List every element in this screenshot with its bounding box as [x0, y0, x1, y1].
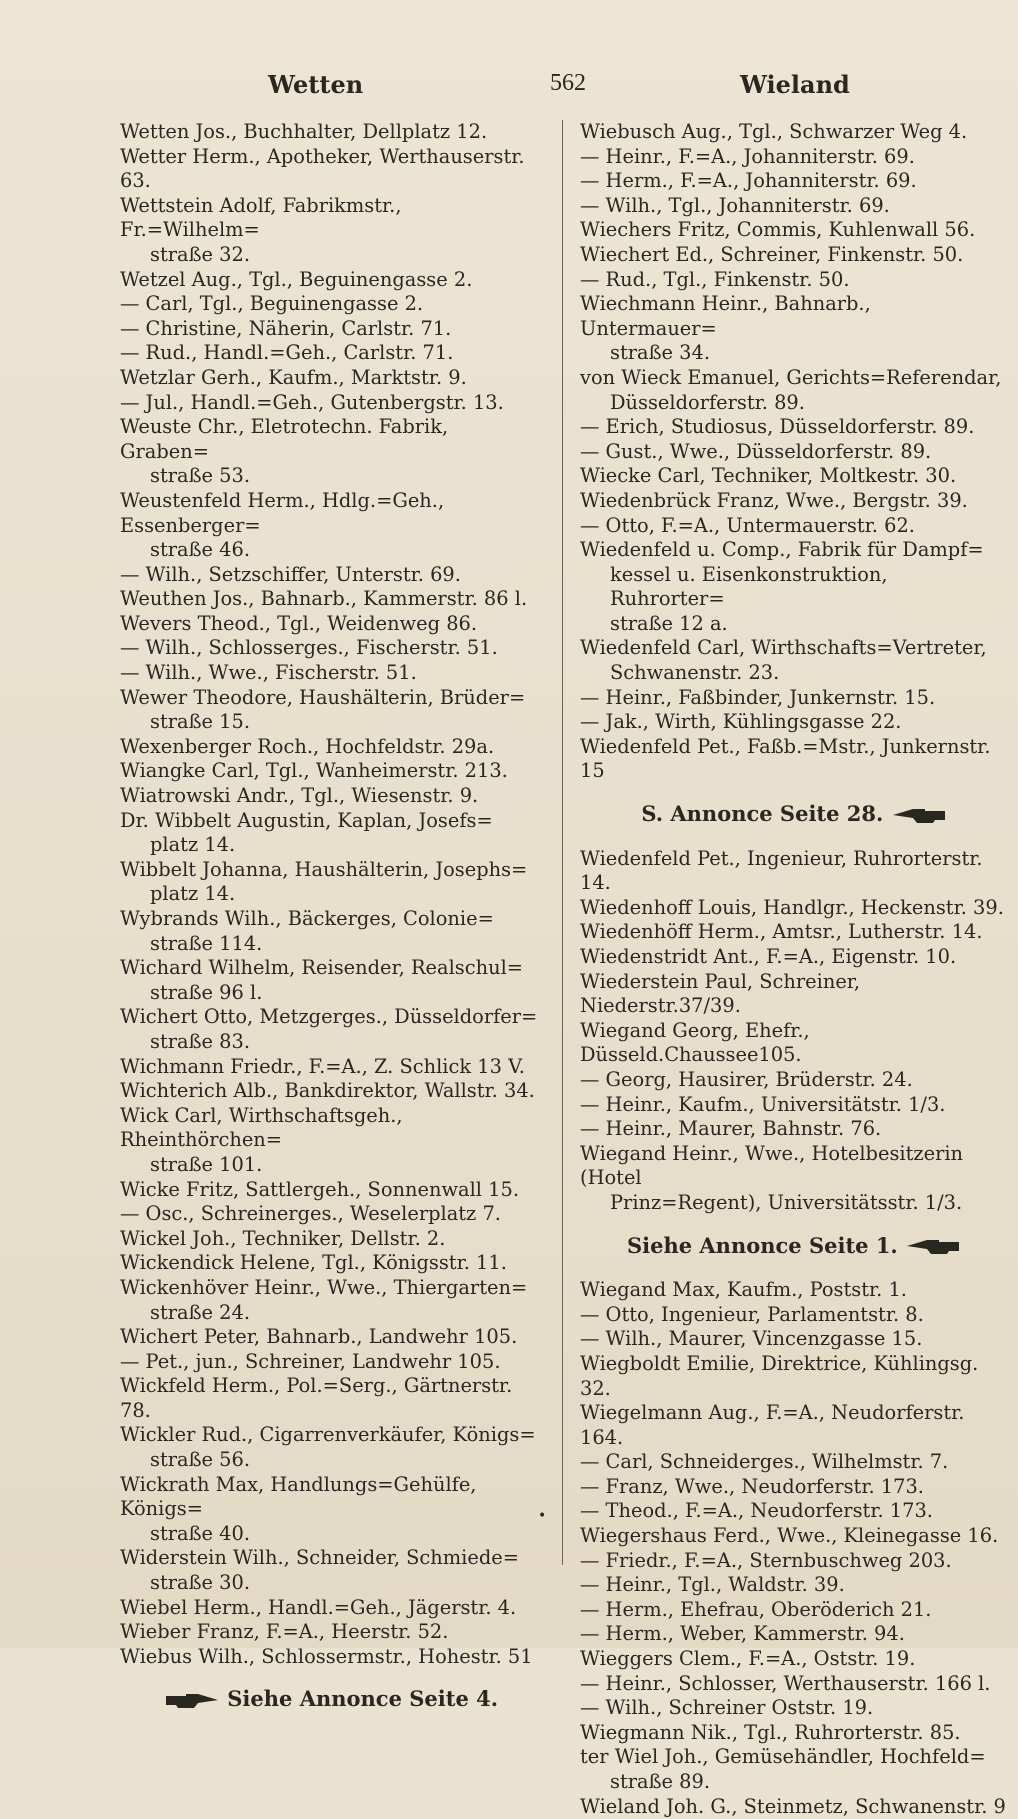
entry-line: — Wilh., Setzschiffer, Unterstr. 69. — [120, 562, 461, 586]
entry-line: Wetten Jos., Buchhalter, Dellplatz 12. — [120, 120, 488, 143]
entry-continuation: Prinz=Regent), Universitätsstr. 1/3. — [610, 1190, 963, 1214]
directory-entry — [580, 636, 1008, 685]
entry-line: Wewer Theodore, Haushälterin, Brüder= — [120, 685, 526, 709]
entry-continuation: straße 89. — [610, 1770, 711, 1793]
entry-line: — Wilh., Schreiner Oststr. 19. — [580, 1696, 874, 1720]
directory-entry — [580, 847, 1008, 896]
entry-continuation: straße 24. — [150, 1300, 251, 1324]
entry-line: Wibbelt Johanna, Haushälterin, Josephs= — [120, 857, 528, 881]
directory-entry — [120, 1546, 542, 1595]
entry-continuation: straße 83. — [150, 1029, 251, 1053]
entry-line: Wiegand Georg, Ehefr., Düsseld.Chaussee105. — [580, 1018, 810, 1067]
entry-line: — Otto, Ingenieur, Parlamentstr. 8. — [580, 1302, 924, 1326]
directory-entry — [580, 1019, 1008, 1068]
directory-entry — [580, 1524, 1008, 1549]
directory-entry — [120, 120, 542, 145]
entry-line: Wiedenfeld Pet., Faßb.=Mstr., Junkernstr. 15 — [580, 734, 991, 783]
entry-continuation: straße 12 a. — [610, 611, 728, 635]
entry-line: Wichmann Friedr., F.=A., Z. Schlick 13 V. — [120, 1054, 525, 1078]
entry-line: — Heinr., Faßbinder, Junkernstr. 15. — [580, 685, 936, 709]
entry-line: — Otto, F.=A., Untermauerstr. 62. — [580, 513, 915, 537]
pointing-hand-icon — [164, 1692, 220, 1710]
entry-line: Wickendick Helene, Tgl., Königsstr. 11. — [120, 1251, 507, 1275]
entry-line: — Wilh., Maurer, Vincenzgasse 15. — [580, 1327, 923, 1351]
directory-entry — [120, 1423, 542, 1472]
right-column — [580, 120, 1008, 1819]
entry-line: — Christine, Näherin, Carlstr. 71. — [120, 316, 452, 340]
left-annonce — [120, 1687, 542, 1712]
directory-entry — [120, 587, 542, 612]
directory-entry — [580, 194, 1008, 219]
directory-entry — [580, 145, 1008, 170]
entry-line: — Carl, Schneiderges., Wilhelmstr. 7. — [580, 1450, 949, 1474]
directory-entry — [120, 1276, 542, 1325]
entry-line: Wickler Rud., Cigarrenverkäufer, Königs= — [120, 1423, 536, 1447]
entry-line: — Heinr., Maurer, Bahnstr. 76. — [580, 1117, 882, 1141]
right-annonce-2-text: Siehe Annonce Seite 1. — [626, 1232, 898, 1258]
entry-line: — Heinr., Schlosser, Werthauserstr. 166 l. — [580, 1671, 991, 1695]
directory-entry — [580, 169, 1008, 194]
entry-line: Wiatrowski Andr., Tgl., Wiesenstr. 9. — [120, 784, 479, 808]
entry-line: — Heinr., Tgl., Waldstr. 39. — [580, 1573, 845, 1597]
right-entries-c — [580, 1278, 1008, 1819]
directory-entry — [120, 391, 542, 416]
entry-line: Wevers Theod., Tgl., Weidenweg 86. — [120, 611, 478, 635]
entry-continuation: straße 30. — [150, 1571, 251, 1595]
entry-line: Wexenberger Roch., Hochfeldstr. 29a. — [120, 734, 495, 758]
entry-line: Wiedenhöff Herm., Amtsr., Lutherstr. 14. — [580, 920, 983, 944]
stray-dot: • — [538, 1508, 547, 1524]
entry-line: ter Wiel Joh., Gemüsehändler, Hochfeld= — [580, 1745, 986, 1769]
directory-entry — [580, 1352, 1008, 1401]
entry-line: Wickenhöver Heinr., Wwe., Thiergarten= — [120, 1275, 528, 1299]
entry-line: Wiederstein Paul, Schreiner, Niederstr.37/39. — [580, 969, 861, 1018]
entry-line: Wickrath Max, Handlungs=Gehülfe, Königs= — [120, 1472, 477, 1521]
directory-entry — [120, 735, 542, 760]
entry-continuation: straße 56. — [150, 1448, 251, 1472]
entry-line: — Jul., Handl.=Geh., Gutenbergstr. 13. — [120, 390, 504, 414]
entry-line: Weuste Chr., Eletrotechn. Fabrik, Graben= — [120, 415, 449, 463]
entry-continuation: straße 32. — [150, 242, 251, 266]
directory-entry — [580, 686, 1008, 711]
directory-entry — [580, 415, 1008, 440]
directory-entry — [580, 514, 1008, 539]
column-divider — [562, 120, 563, 1565]
entry-line: Wiechers Fritz, Commis, Kuhlenwall 56. — [580, 218, 976, 242]
directory-entry — [120, 489, 542, 563]
entry-continuation: Schwanenstr. 23. — [610, 661, 780, 685]
entry-line: — Rud., Handl.=Geh., Carlstr. 71. — [120, 341, 454, 365]
directory-entry — [120, 1202, 542, 1227]
entry-line: — Carl, Tgl., Beguinengasse 2. — [120, 292, 424, 316]
directory-entry — [580, 1573, 1008, 1598]
directory-entry — [120, 1350, 542, 1375]
entry-line: — Jak., Wirth, Kühlingsgasse 22. — [580, 710, 902, 734]
entry-line: Wettstein Adolf, Fabrikmstr., Fr.=Wilhelm= — [120, 193, 402, 242]
entry-line: Wiechert Ed., Schreiner, Finkenstr. 50. — [580, 242, 964, 266]
entry-line: Wichert Otto, Metzgerges., Düsseldorfer= — [120, 1005, 538, 1029]
entry-line: — Wilh., Tgl., Johanniterstr. 69. — [580, 193, 890, 217]
entry-line: Wiebel Herm., Handl.=Geh., Jägerstr. 4. — [120, 1595, 517, 1619]
directory-entry — [120, 907, 542, 956]
entry-line: Dr. Wibbelt Augustin, Kaplan, Josefs= — [120, 808, 493, 832]
directory-entry — [120, 563, 542, 588]
entry-line: Wiedenbrück Franz, Wwe., Bergstr. 39. — [580, 488, 968, 512]
directory-entry — [580, 1622, 1008, 1647]
directory-entry — [120, 268, 542, 293]
left-annonce-text: Siehe Annonce Seite 4. — [227, 1686, 499, 1712]
entry-continuation: straße 15. — [150, 710, 251, 734]
directory-entry — [580, 538, 1008, 636]
directory-entry — [120, 1005, 542, 1054]
entry-line: — Herm., Ehefrau, Oberöderich 21. — [580, 1597, 932, 1621]
entry-line: Wiechmann Heinr., Bahnarb., Untermauer= — [580, 292, 871, 340]
entry-continuation: kessel u. Eisenkonstruktion, Ruhrorter= — [610, 562, 888, 611]
directory-entry — [120, 784, 542, 809]
directory-entry — [580, 1549, 1008, 1574]
pointing-hand-icon — [891, 807, 947, 825]
entry-line: Wiecke Carl, Techniker, Moltkestr. 30. — [580, 464, 957, 488]
directory-entry — [120, 317, 542, 342]
entry-line: Wicke Fritz, Sattlergeh., Sonnenwall 15. — [120, 1177, 520, 1201]
header-right-catchword: Wieland — [740, 70, 850, 99]
entry-line: Wiegand Max, Kaufm., Poststr. 1. — [580, 1278, 907, 1302]
entry-continuation: platz 14. — [150, 882, 236, 906]
directory-entry — [580, 1303, 1008, 1328]
entry-line: Wiegershaus Ferd., Wwe., Kleinegasse 16. — [580, 1524, 999, 1548]
header-left-catchword: Wetten — [268, 70, 364, 99]
directory-entry — [120, 636, 542, 661]
entry-line: — Osc., Schreinerges., Weselerplatz 7. — [120, 1202, 501, 1226]
directory-entry — [580, 1327, 1008, 1352]
left-entries — [120, 120, 542, 1669]
pointing-hand-icon — [905, 1238, 961, 1256]
entry-continuation: platz 14. — [150, 833, 236, 857]
directory-entry — [580, 366, 1008, 415]
entry-line: Wieland Joh. G., Steinmetz, Schwanenstr. 9 — [580, 1794, 1006, 1818]
left-column — [120, 120, 542, 1732]
directory-entry — [120, 956, 542, 1005]
directory-entry — [120, 809, 542, 858]
entry-line: Wiedenstridt Ant., F.=A., Eigenstr. 10. — [580, 945, 957, 968]
right-entries-a — [580, 120, 1008, 784]
page-header — [0, 70, 1018, 106]
entry-line: Wiegmann Nik., Tgl., Ruhrorterstr. 85. — [580, 1720, 961, 1744]
directory-entry — [580, 243, 1008, 268]
entry-continuation: straße 46. — [150, 538, 251, 562]
directory-entry — [580, 1142, 1008, 1216]
entry-continuation: straße 53. — [150, 464, 251, 488]
entry-line: Wetzel Aug., Tgl., Beguinengasse 2. — [120, 267, 473, 291]
directory-entry — [580, 1401, 1008, 1450]
directory-entry — [580, 218, 1008, 243]
entry-line: Wichterich Alb., Bankdirektor, Wallstr. 34. — [120, 1079, 535, 1103]
directory-entry — [580, 1068, 1008, 1093]
entry-line: Wiedenfeld Pet., Ingenieur, Ruhrorterstr. 14. — [580, 846, 983, 895]
entry-continuation: Düsseldorferstr. 89. — [610, 390, 805, 414]
right-annonce-1-text: S. Annonce Seite 28. — [641, 801, 884, 827]
entry-line: — Friedr., F.=A., Sternbuschweg 203. — [580, 1548, 952, 1572]
directory-entry — [120, 415, 542, 489]
entry-line: Wickfeld Herm., Pol.=Serg., Gärtnerstr. 78. — [120, 1374, 513, 1422]
directory-entry — [580, 1475, 1008, 1500]
directory-entry — [580, 1721, 1008, 1746]
entry-line: — Herm., F.=A., Johanniterstr. 69. — [580, 169, 917, 193]
directory-entry — [580, 440, 1008, 465]
directory-entry — [120, 1104, 542, 1178]
entry-line: — Gust., Wwe., Düsseldorferstr. 89. — [580, 439, 932, 463]
directory-entry — [580, 1093, 1008, 1118]
directory-entry — [580, 710, 1008, 735]
directory-entry — [580, 1598, 1008, 1623]
entry-continuation: straße 40. — [150, 1521, 251, 1545]
entry-line: — Theod., F.=A., Neudorferstr. 173. — [580, 1499, 933, 1523]
directory-entry — [580, 1499, 1008, 1524]
directory-entry — [580, 292, 1008, 366]
entry-line: — Pet., jun., Schreiner, Landwehr 105. — [120, 1349, 501, 1373]
entry-line: Wiebus Wilh., Schlossermstr., Hohestr. 51 — [120, 1644, 533, 1668]
directory-entry — [120, 661, 542, 686]
entry-continuation: straße 114. — [150, 931, 263, 955]
directory-entry — [120, 686, 542, 735]
directory-entry — [120, 1251, 542, 1276]
entry-line: — Wilh., Wwe., Fischerstr. 51. — [120, 661, 417, 685]
entry-line: Widerstein Wilh., Schneider, Schmiede= — [120, 1546, 519, 1570]
directory-entry — [120, 366, 542, 391]
directory-entry — [580, 1278, 1008, 1303]
directory-entry — [580, 735, 1008, 784]
entry-line: von Wieck Emanuel, Gerichts=Referendar, — [580, 365, 1002, 389]
directory-entry — [120, 1473, 542, 1547]
entry-line: — Herm., Weber, Kammerstr. 94. — [580, 1622, 905, 1646]
directory-entry — [120, 1227, 542, 1252]
directory-entry — [120, 1374, 542, 1423]
directory-entry — [120, 145, 542, 194]
entry-line: — Rud., Tgl., Finkenstr. 50. — [580, 267, 850, 291]
directory-entry — [580, 268, 1008, 293]
entry-line: Weustenfeld Herm., Hdlg.=Geh., Essenberger= — [120, 488, 445, 537]
entry-line: Wybrands Wilh., Bäckerges, Colonie= — [120, 907, 494, 930]
entry-continuation: straße 34. — [610, 341, 711, 365]
entry-line: Wichert Peter, Bahnarb., Landwehr 105. — [120, 1325, 518, 1349]
entry-line: Wieber Franz, F.=A., Heerstr. 52. — [120, 1620, 449, 1644]
entry-line: Wiegelmann Aug., F.=A., Neudorferstr. 164. — [580, 1401, 965, 1449]
entry-line: — Heinr., Kaufm., Universitätstr. 1/3. — [580, 1092, 946, 1116]
entry-line: — Erich, Studiosus, Düsseldorferstr. 89. — [580, 415, 975, 439]
directory-entry — [580, 1117, 1008, 1142]
directory-entry — [120, 1178, 542, 1203]
directory-entry — [120, 1055, 542, 1080]
directory-entry — [120, 1645, 542, 1670]
entry-line: Wiangke Carl, Tgl., Wanheimerstr. 213. — [120, 759, 508, 783]
directory-entry — [120, 759, 542, 784]
entry-continuation: straße 96 l. — [150, 980, 263, 1004]
directory-entry — [580, 489, 1008, 514]
directory-entry — [580, 1450, 1008, 1475]
entry-line: Wichard Wilhelm, Reisender, Realschul= — [120, 956, 524, 980]
directory-entry — [120, 1079, 542, 1104]
entry-continuation: straße 101. — [150, 1152, 263, 1176]
directory-entry — [120, 1325, 542, 1350]
directory-entry — [120, 612, 542, 637]
directory-entry — [120, 1596, 542, 1621]
directory-entry — [580, 1745, 1008, 1794]
directory-entry — [120, 341, 542, 366]
entry-line: Wetter Herm., Apotheker, Werthauserstr. 63. — [120, 144, 525, 193]
entry-line: Wiedenfeld Carl, Wirthschafts=Vertreter, — [580, 636, 987, 660]
directory-entry — [580, 1647, 1008, 1672]
directory-entry — [580, 945, 1008, 970]
entry-line: Wick Carl, Wirthschaftsgeh., Rheinthörchen= — [120, 1103, 403, 1152]
directory-entry — [580, 1672, 1008, 1697]
entry-line: — Wilh., Schlosserges., Fischerstr. 51. — [120, 636, 498, 660]
entry-line: Wiegand Heinr., Wwe., Hotelbesitzerin (Hotel — [580, 1141, 964, 1190]
entry-line: — Franz, Wwe., Neudorferstr. 173. — [580, 1474, 924, 1498]
entry-line: Wetzlar Gerh., Kaufm., Marktstr. 9. — [120, 365, 467, 389]
directory-entry — [580, 970, 1008, 1019]
entry-line: Wiedenhoff Louis, Handlgr., Heckenstr. 39. — [580, 895, 1004, 919]
directory-entry — [580, 896, 1008, 921]
directory-entry — [120, 1620, 542, 1645]
entry-line: — Georg, Hausirer, Brüderstr. 24. — [580, 1067, 913, 1091]
entry-line: — Heinr., F.=A., Johanniterstr. 69. — [580, 144, 915, 168]
entry-line: Wiedenfeld u. Comp., Fabrik für Dampf= — [580, 538, 984, 562]
entry-line: Wiegboldt Emilie, Direktrice, Kühlingsg. 32. — [580, 1351, 979, 1400]
entry-line: Wickel Joh., Techniker, Dellstr. 2. — [120, 1226, 446, 1250]
directory-entry — [580, 920, 1008, 945]
entry-line: Wiebusch Aug., Tgl., Schwarzer Weg 4. — [580, 120, 968, 143]
directory-entry — [580, 1795, 1008, 1819]
page-number: 562 — [550, 70, 586, 96]
right-annonce-1 — [580, 802, 1008, 827]
entry-line: Wieggers Clem., F.=A., Oststr. 19. — [580, 1647, 916, 1671]
directory-entry — [580, 1696, 1008, 1721]
directory-entry — [120, 292, 542, 317]
directory-entry — [120, 858, 542, 907]
directory-entry — [580, 120, 1008, 145]
right-entries-b — [580, 847, 1008, 1216]
directory-entry — [120, 194, 542, 268]
right-annonce-2 — [580, 1234, 1008, 1259]
entry-line: Weuthen Jos., Bahnarb., Kammerstr. 86 l. — [120, 587, 528, 611]
directory-entry — [580, 464, 1008, 489]
